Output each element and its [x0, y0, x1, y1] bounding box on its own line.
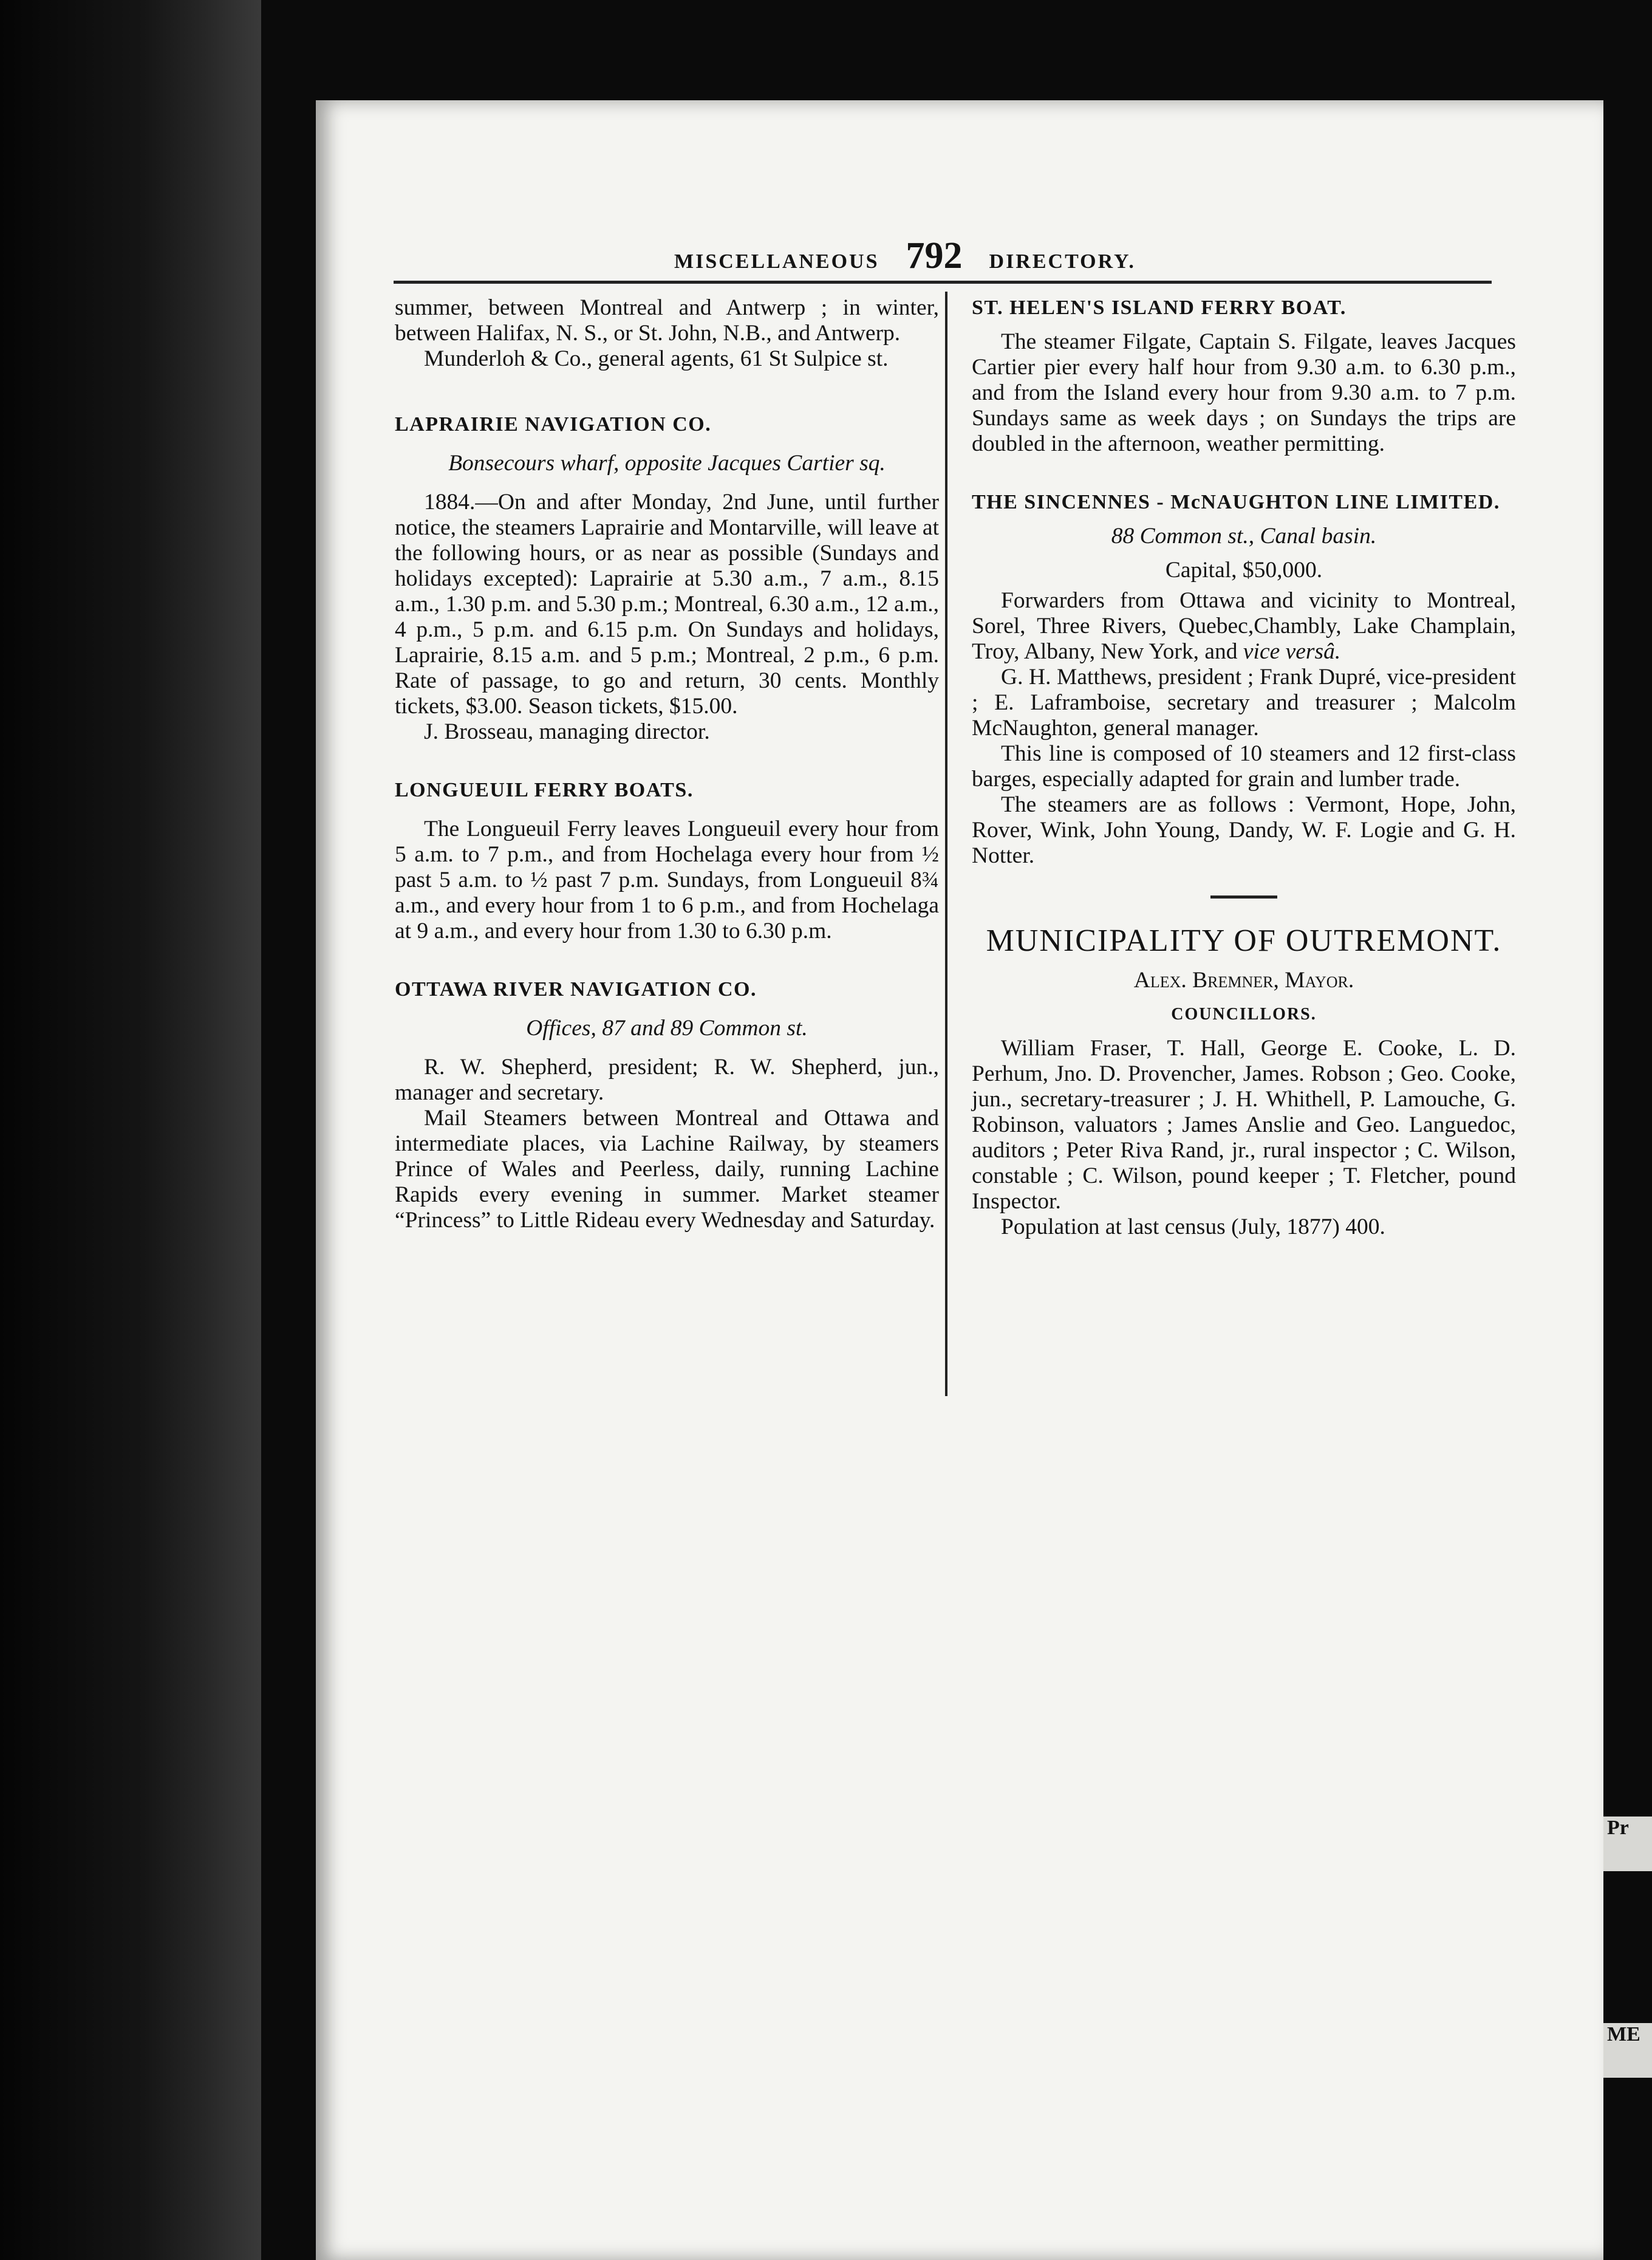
page-number: 792 [906, 235, 963, 276]
entry-laprairie [395, 412, 939, 745]
entry-address: Bonsecours wharf, opposite Jacques Cartier sq. [448, 451, 886, 476]
entry-paragraph: Population at last census (July, 1877) 400. [1001, 1214, 1385, 1239]
right-column [972, 295, 1516, 1240]
councillors-label: COUNCILLORS. [1171, 1005, 1317, 1024]
entry-heading: ST. HELEN'S ISLAND FERRY BOAT. [972, 296, 1347, 319]
entry-paragraph [972, 588, 1516, 665]
entry-paragraph: The steamer Filgate, Captain S. Filgate, leaves Jacques Cartier pier every half hour from 9.30 a.m. to 6.30 p.m., and from the Island every hour from 9.30 a.m. to 7 p.m. Sundays same as week days ; on Sundays the trips are doubled in the afternoon, weather permitting. [972, 329, 1516, 456]
mayor-line: Alex. Bremner, Mayor. [1133, 968, 1354, 993]
section-rule [1210, 895, 1277, 899]
left-column [395, 295, 939, 1233]
continued-agents: Munderloh & Co., general agents, 61 St Sulpice st. [424, 346, 889, 371]
entry-ottawa [395, 977, 939, 1233]
entry-paragraph: R. W. Shepherd, president; R. W. Shepherd, jun., manager and secretary. [395, 1055, 939, 1105]
entry-heading: LONGUEUIL FERRY BOATS. [395, 779, 694, 801]
entry-address: Offices, 87 and 89 Common st. [526, 1016, 808, 1041]
entry-address: 88 Common st., Canal basin. [1111, 524, 1377, 549]
entry-st-helen [972, 295, 1516, 457]
edge-fragment-bottom: ME [1603, 2023, 1652, 2078]
entry-paragraph: The steamers are as follows : Vermont, Hope, John, Rover, Wink, John Young, Dandy, W. F. Logie and G. H. Notter. [972, 792, 1516, 868]
continued-paragraph: summer, between Montreal and Antwerp ; in winter, between Halifax, N. S., or St. John, N.B., and Antwerp. [395, 295, 939, 346]
running-header [674, 219, 1294, 276]
entry-heading: THE SINCENNES - McNAUGHTON LINE LIMITED. [972, 491, 1500, 513]
column-divider [945, 292, 947, 1396]
entry-paragraph: The Longueuil Ferry leaves Longueuil every hour from 5 a.m. to 7 p.m., and from Hochelaga every hour from ½ past 5 a.m. to ½ past 7 p.m. Sundays, from Longueuil 8¾ a.m., and every hour from 1 to 6 p.m., and from Hochelaga at 9 a.m., and every hour from 1.30 to 6.30 p.m. [395, 817, 939, 943]
header-rule [394, 281, 1492, 284]
entry-paragraph-text: Forwarders from Ottawa and vicinity to Montreal, Sorel, Three Rivers, Quebec,Chambly, Lake Champlain, Troy, Albany, New York, and [972, 588, 1516, 664]
entry-longueuil [395, 778, 939, 944]
entry-capital: Capital, $50,000. [1165, 558, 1323, 583]
entry-outremont [972, 923, 1516, 1240]
entry-sincennes [972, 490, 1516, 869]
entry-paragraph: 1884.—On and after Monday, 2nd June, until further notice, the steamers Laprairie and Montarville, will leave at the following hours, or as near as possible (Sundays and holidays excepted): Laprairie at 5.30 a.m., 7 a.m., 8.15 a.m., 1.30 p.m. and 5.30 p.m.; Montreal, 6.30 a.m., 12 a.m., 4 p.m., 5 p.m. and 6.15 p.m. On Sundays and holidays, Laprairie, 8.15 a.m. and 5 p.m.; Montreal, 2 p.m., 6 p.m. Rate of passage, to go and return, 30 cents. Monthly tickets, $3.00. Season tickets, $15.00. [395, 490, 939, 719]
header-right-word: DIRECTORY. [989, 250, 1136, 273]
entry-paragraph: Mail Steamers between Montreal and Ottawa and intermediate places, via Lachine Railway, by steamers Prince of Wales and Peerless, daily, running Lachine Rapids every evening in summer. Market steamer “Princess” to Little Rideau every Wednesday and Saturday. [395, 1106, 939, 1233]
entry-paragraph: G. H. Matthews, president ; Frank Dupré, vice-president ; E. Laframboise, secretary and treasurer ; Malcolm McNaughton, general manager. [972, 665, 1516, 741]
scan-dark-margin [0, 0, 261, 2260]
edge-fragment-top: Pr [1603, 1817, 1652, 1871]
entry-paragraph: William Fraser, T. Hall, George E. Cooke, L. D. Perhum, Jno. D. Provencher, James. Robson ; Geo. Cooke, jun., secretary-treasurer ; J. H. Whithell, P. Lamouche, G. Robinson, valuators ; James Anslie and Geo. Languedoc, auditors ; Peter Riva Rand, jr., rural inspector ; C. Wilson, constable ; C. Wilson, pound keeper ; T. Fletcher, pound Inspector. [972, 1036, 1516, 1214]
entry-heading: LAPRAIRIE NAVIGATION CO. [395, 413, 712, 436]
adjacent-page-strip [1603, 0, 1652, 2260]
header-left-word: MISCELLANEOUS [674, 250, 879, 273]
entry-paragraph: This line is composed of 10 steamers and 12 first-class barges, especially adapted for grain and lumber trade. [972, 741, 1516, 792]
section-heading: MUNICIPALITY OF OUTREMONT. [986, 923, 1502, 958]
entry-heading: OTTAWA RIVER NAVIGATION CO. [395, 978, 757, 1001]
entry-paragraph-italic: vice versâ. [1243, 639, 1341, 664]
entry-paragraph: J. Brosseau, managing director. [424, 719, 710, 744]
